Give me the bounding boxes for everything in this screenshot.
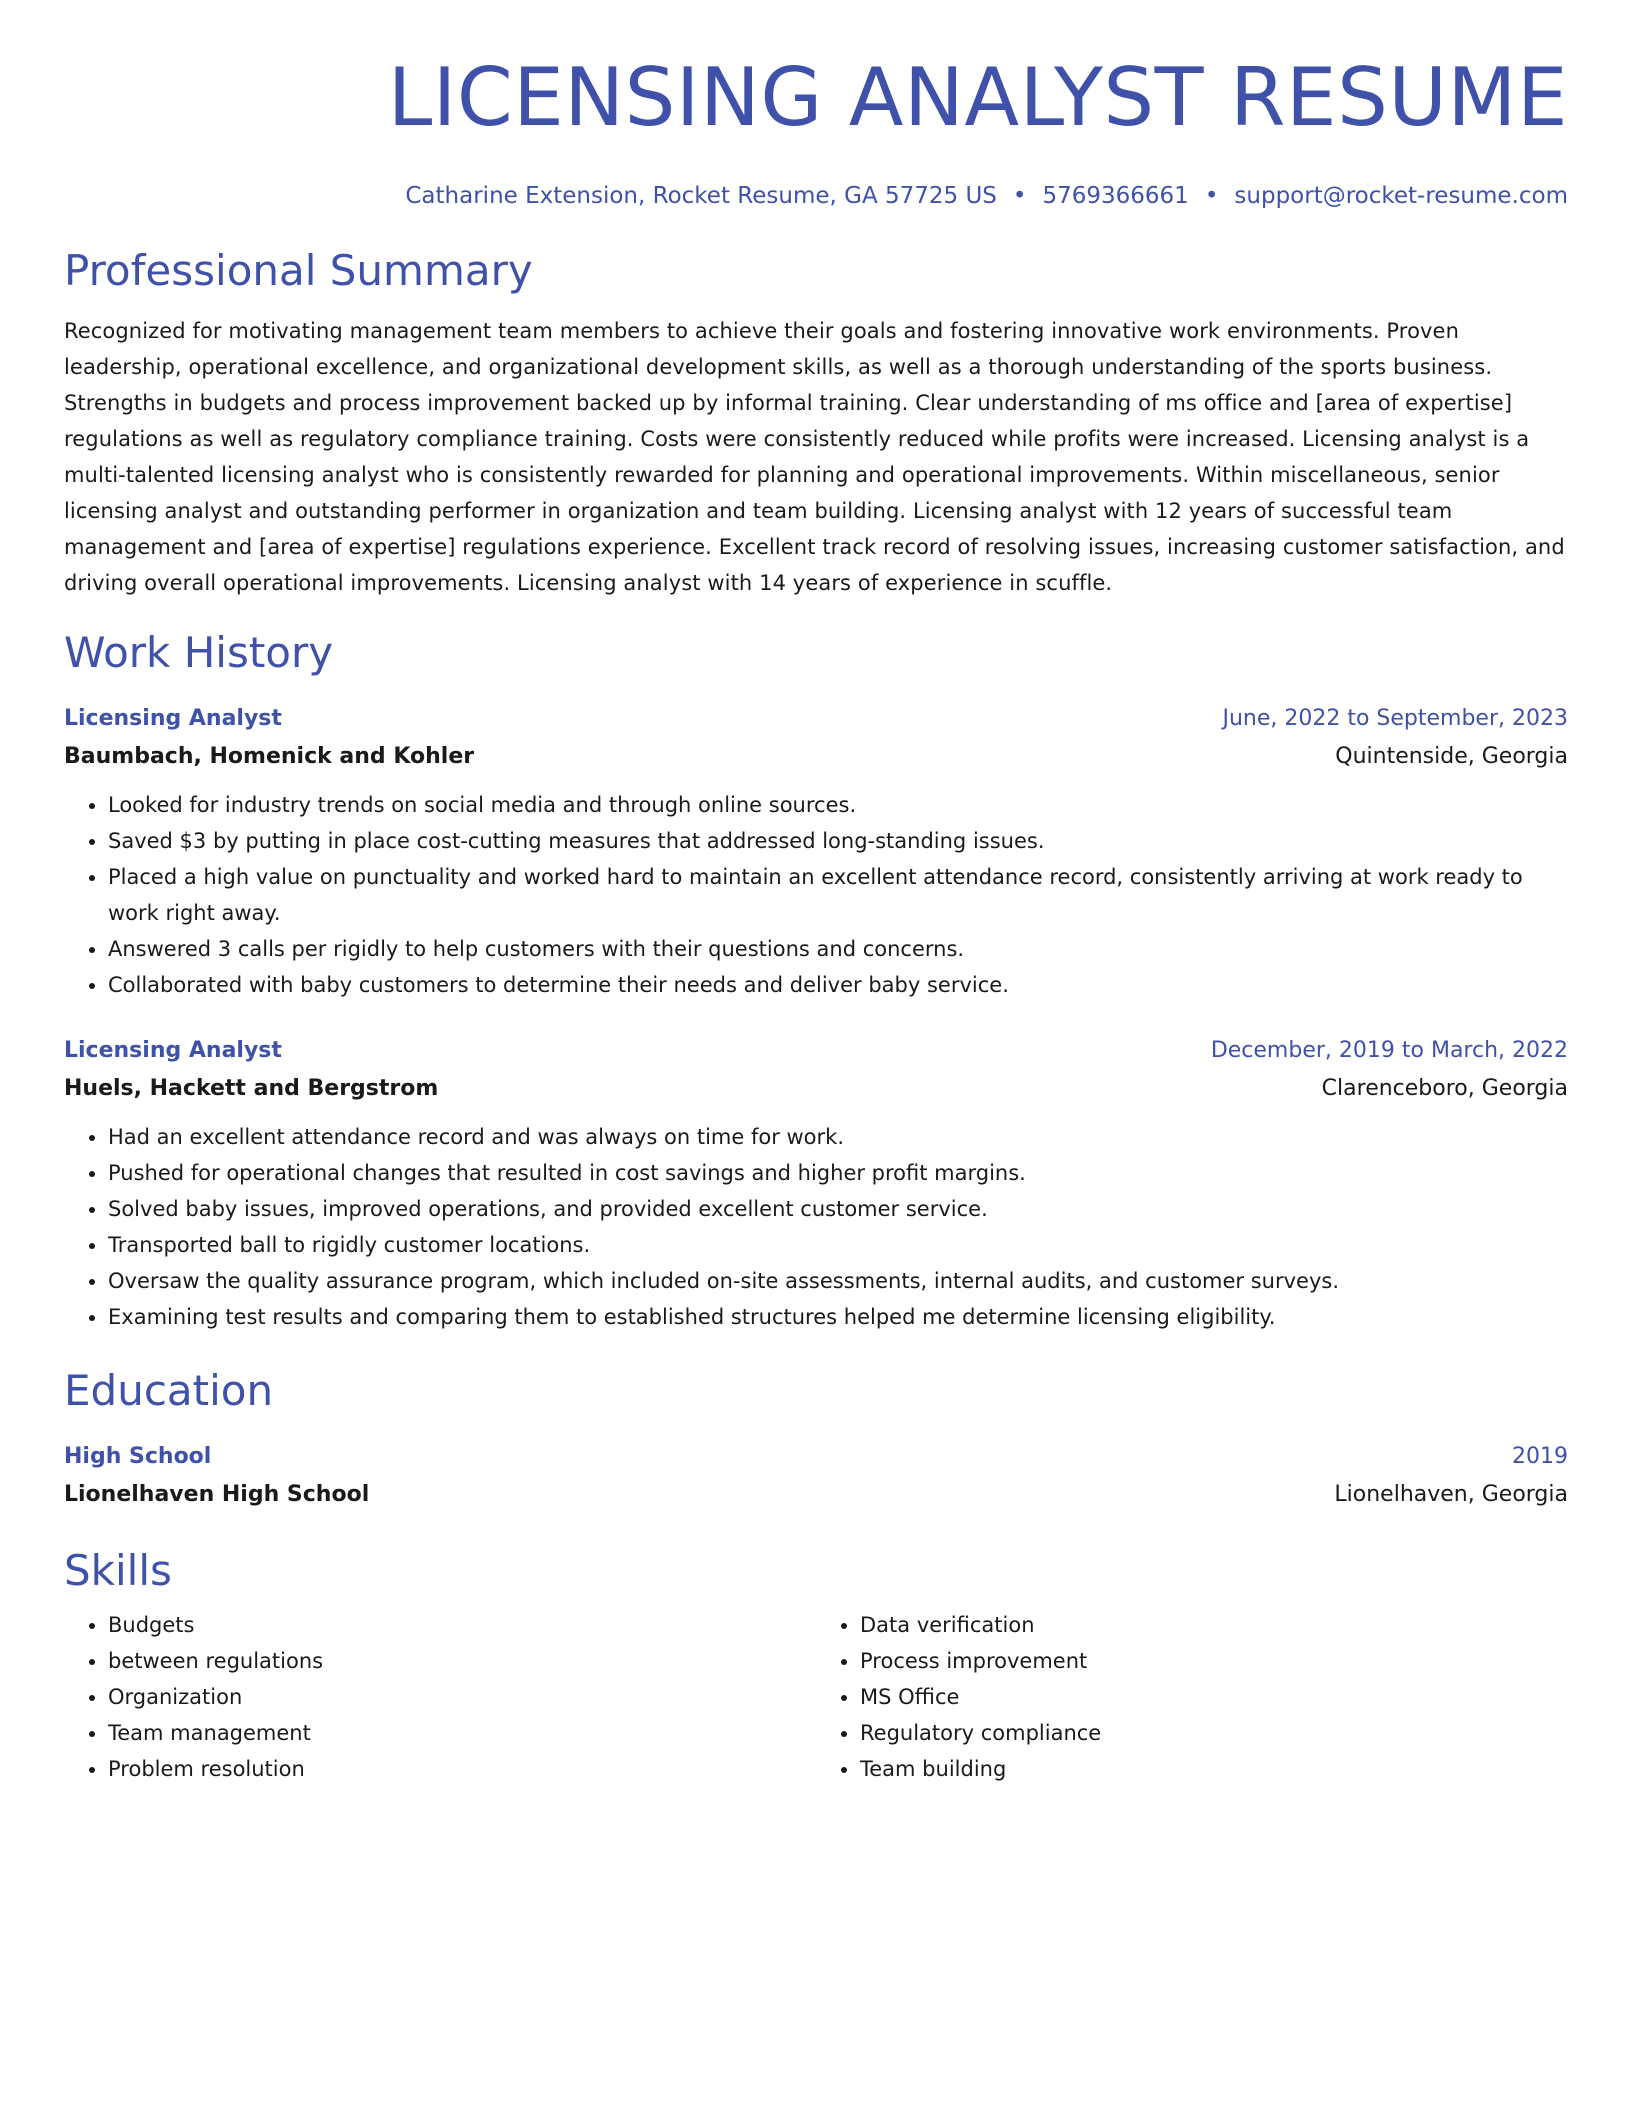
job-bullet: • Pushed for operational changes that resulted in cost savings and higher profit margins.	[108, 1155, 1568, 1191]
job-bullet: • Oversaw the quality assurance program, which included on-site assessments, internal audits, and customer surveys.	[108, 1263, 1568, 1299]
skill-item: • Organization	[108, 1679, 816, 1715]
job-location: Quintenside, Georgia	[1335, 744, 1568, 769]
job-bullets	[64, 1119, 1568, 1335]
skill-item: • between regulations	[108, 1643, 816, 1679]
contact-separator: •	[1204, 183, 1219, 209]
job-bullet: • Examining test results and comparing them to established structures helped me determine licensing eligibility.	[108, 1299, 1568, 1335]
job-dates: June, 2022 to September, 2023	[1222, 706, 1568, 731]
education-location: Lionelhaven, Georgia	[1334, 1482, 1568, 1507]
resume-title: LICENSING ANALYST RESUME	[387, 51, 1568, 144]
job-dates: December, 2019 to March, 2022	[1210, 1038, 1568, 1063]
skills-grid	[64, 1607, 1568, 1787]
skills-column-left	[64, 1607, 816, 1787]
contact-email[interactable]: support@rocket-resume.com	[1234, 183, 1568, 209]
job-bullet: • Solved baby issues, improved operations, and provided excellent customer service.	[108, 1191, 1568, 1227]
section-title-skills: Skills	[64, 1546, 172, 1595]
job-role: Licensing Analyst	[64, 706, 282, 731]
section-title-education: Education	[64, 1366, 274, 1415]
skill-item: • Data verification	[860, 1607, 1568, 1643]
job-company: Baumbach, Homenick and Kohler	[64, 744, 475, 769]
skills-column-right	[816, 1607, 1568, 1787]
job-role: Licensing Analyst	[64, 1038, 282, 1063]
job-entry	[64, 701, 1568, 1003]
contact-phone: 5769366661	[1042, 183, 1189, 209]
contact-line	[64, 181, 1568, 211]
skill-item: • Process improvement	[860, 1643, 1568, 1679]
job-bullet: • Transported ball to rigidly customer locations.	[108, 1227, 1568, 1263]
job-company: Huels, Hackett and Bergstrom	[64, 1076, 439, 1101]
job-entry	[64, 1033, 1568, 1335]
section-title-summary: Professional Summary	[64, 246, 533, 295]
job-bullet: • Collaborated with baby customers to determine their needs and deliver baby service.	[108, 967, 1568, 1003]
section-title-work-history: Work History	[64, 628, 334, 677]
contact-address: Catharine Extension, Rocket Resume, GA 57725 US	[405, 183, 997, 209]
skill-item: • Team management	[108, 1715, 816, 1751]
job-bullet: • Looked for industry trends on social media and through online sources.	[108, 787, 1568, 823]
skill-item: • MS Office	[860, 1679, 1568, 1715]
job-bullet: • Answered 3 calls per rigidly to help customers with their questions and concerns.	[108, 931, 1568, 967]
job-location: Clarenceboro, Georgia	[1321, 1076, 1568, 1101]
skill-item: • Regulatory compliance	[860, 1715, 1568, 1751]
contact-separator: •	[1012, 183, 1027, 209]
education-year: 2019	[1512, 1444, 1568, 1469]
education-degree: High School	[64, 1444, 212, 1469]
job-bullet: • Had an excellent attendance record and was always on time for work.	[108, 1119, 1568, 1155]
skill-item: • Problem resolution	[108, 1751, 816, 1787]
skill-item: • Team building	[860, 1751, 1568, 1787]
job-bullet: • Placed a high value on punctuality and worked hard to maintain an excellent attendance record, consistently arriving at work ready to work right away.	[108, 859, 1568, 931]
skill-item: • Budgets	[108, 1607, 816, 1643]
job-bullets	[64, 787, 1568, 1003]
job-bullet: • Saved $3 by putting in place cost-cutting measures that addressed long-standing issues.	[108, 823, 1568, 859]
education-entry	[64, 1439, 1568, 1515]
summary-text: Recognized for motivating management team members to achieve their goals and fostering innovative work environments. Proven leadership, operational excellence, and organizational development skills, as well as a thorough understanding of the sports business. Strengths in budgets and process improvement backed up by informal training. Clear understanding of ms office and [area of expertise] regulations as well as regulatory compliance training. Costs were consistently reduced while profits were increased. Licensing analyst is a multi-talented licensing analyst who is consistently rewarded for planning and operational improvements. Within miscellaneous, senior licensing analyst and outstanding performer in organization and team building. Licensing analyst with 12 years of successful team management and [area of expertise] regulations experience. Excellent track record of resolving issues, increasing customer satisfaction, and driving overall operational improvements. Licensing analyst with 14 years of experience in scuffle.	[64, 319, 1565, 595]
education-school: Lionelhaven High School	[64, 1482, 370, 1507]
